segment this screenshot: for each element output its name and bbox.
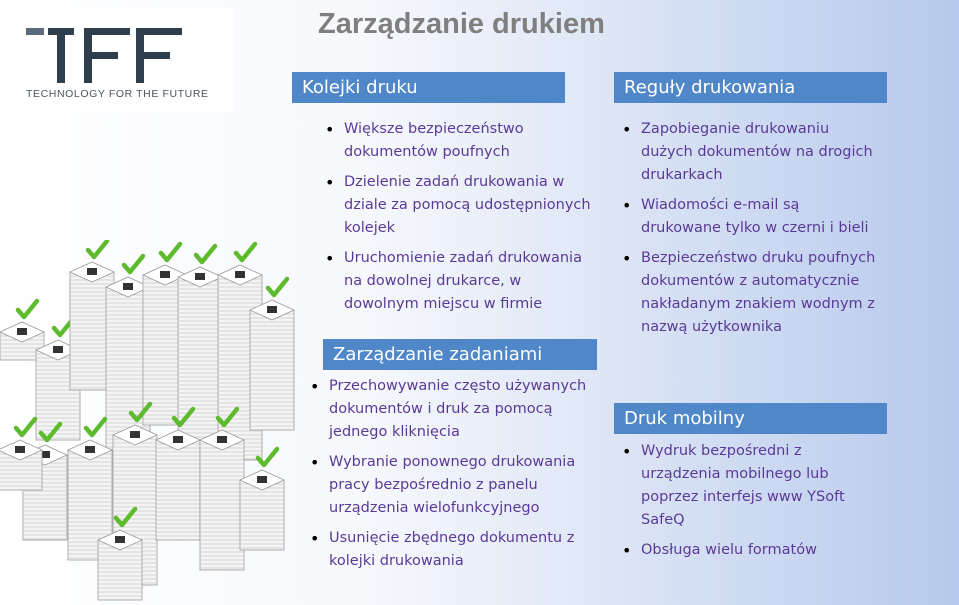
paper-stack	[156, 430, 200, 540]
list-item: • Bezpieczeństwo druku poufnych dokumentów z automatycznie nakładanym znakiem wodnym z nazwą użytkownika	[619, 247, 879, 339]
checkmark-icon	[161, 244, 180, 260]
list-print-rules	[619, 118, 879, 346]
list-mobile-print	[619, 440, 879, 569]
list-item: • Usunięcie zbędnego dokumentu z kolejki drukowania	[307, 527, 597, 573]
checkmark-icon	[88, 241, 107, 257]
paper-stack	[250, 300, 294, 430]
heading-task-management: Zarządzanie zadaniami	[323, 339, 597, 370]
paper-stack	[240, 470, 284, 550]
list-task-management	[307, 375, 597, 580]
list-item: • Dzielenie zadań drukowania w dziale za pomocą udostępnionych kolejek	[322, 171, 592, 240]
paper-stack	[200, 430, 244, 570]
list-item: • Przechowywanie często używanych dokumentów i druk za pomocą jednego kliknięcia	[307, 375, 597, 444]
checkmark-icon	[86, 419, 105, 435]
list-item: • Zapobieganie drukowaniu dużych dokumentów na drogich drukarkach	[619, 118, 879, 187]
document-stacks-illustration	[0, 240, 300, 605]
list-print-queues	[322, 118, 592, 323]
paper-stack	[0, 440, 42, 490]
list-item: • Uruchomienie zadań drukowania na dowolnej drukarce, w dowolnym miejscu w firmie	[322, 247, 592, 316]
heading-mobile-print: Druk mobilny	[614, 403, 887, 434]
heading-print-queues: Kolejki druku	[292, 72, 565, 103]
list-item: • Większe bezpieczeństwo dokumentów poufnych	[322, 118, 592, 164]
list-item: • Wybranie ponownego drukowania pracy bezpośrednio z panelu urządzenia wielofunkcyjnego	[307, 451, 597, 520]
company-logo	[14, 8, 234, 112]
tff-logo-mark-icon	[26, 26, 186, 84]
logo-tagline: TECHNOLOGY FOR THE FUTURE	[26, 88, 209, 100]
list-item: • Obsługa wielu formatów	[619, 539, 879, 562]
checkmark-icon	[196, 246, 215, 262]
checkmark-icon	[236, 244, 255, 260]
checkmark-icon	[268, 279, 287, 295]
paper-stack	[98, 530, 142, 600]
checkmark-icon	[124, 256, 143, 272]
list-item: • Wiadomości e-mail są drukowane tylko w czerni i bieli	[619, 194, 879, 240]
heading-print-rules: Reguły drukowania	[614, 72, 887, 103]
page-title: Zarządzanie drukiem	[318, 8, 605, 40]
checkmark-icon	[18, 301, 37, 317]
list-item: • Wydruk bezpośredni z urządzenia mobilnego lub poprzez interfejs www YSoft SafeQ	[619, 440, 879, 532]
checkmark-icon	[16, 419, 35, 435]
